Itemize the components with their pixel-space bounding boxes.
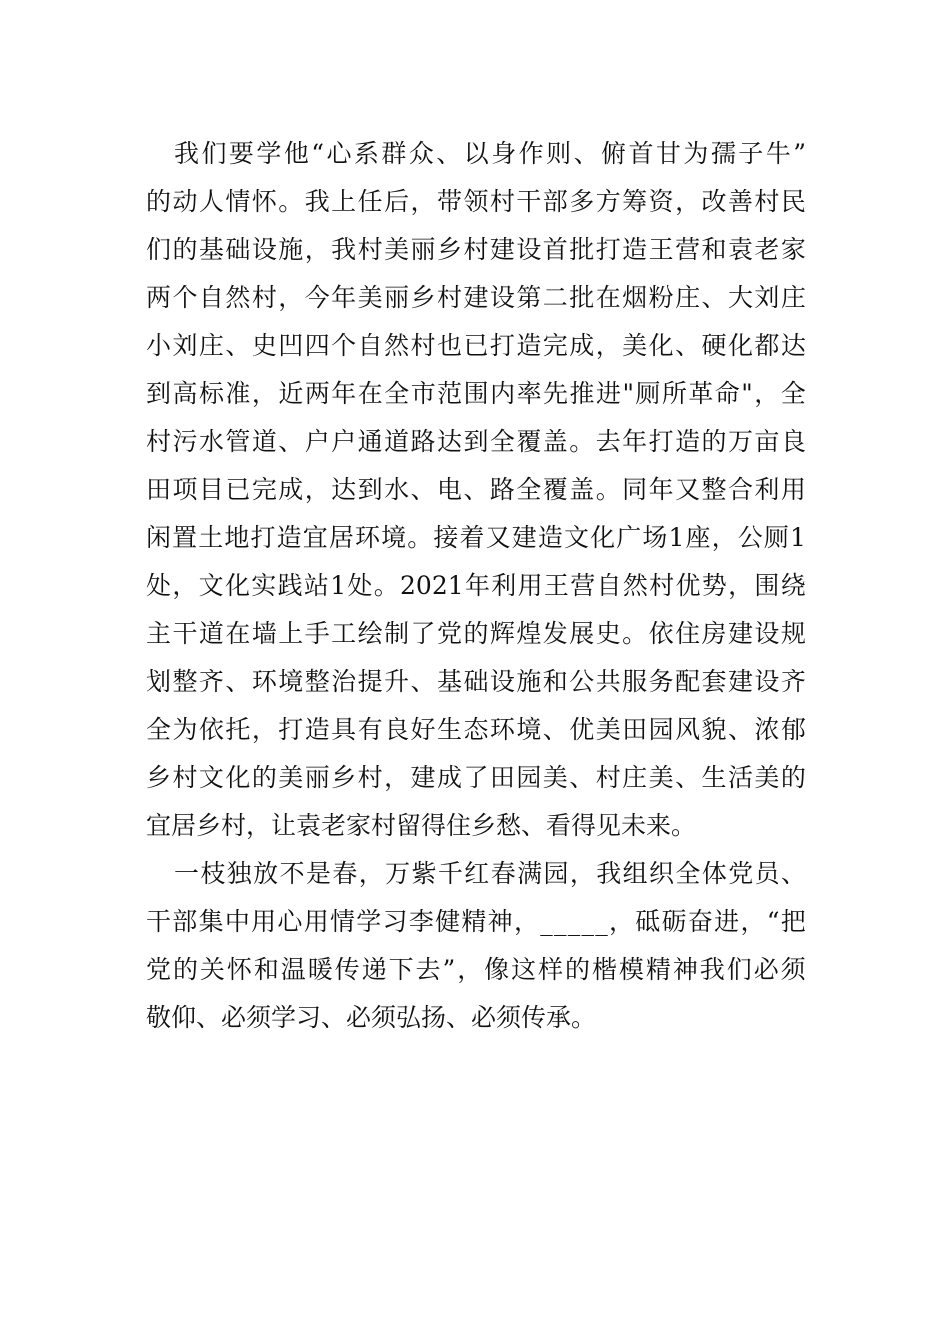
text-line: 乡 村 文 化 的 美 丽 乡 村 ， 建 成 了 田 园 美 、 村 庄 美 、 生 活 美 的 <box>146 763 806 792</box>
document-body <box>146 130 806 1042</box>
text-line: 小 刘 庄 、 史 凹 四 个 自 然 村 也 已 打 造 完 成 ， 美 化 、 硬 化 都 达 <box>146 331 806 360</box>
text-line: 一 枝 独 放 不 是 春 ， 万 紫 千 红 春 满 园 ， 我 组 织 全 体 党 员 、 <box>174 859 806 888</box>
text-line: 两 个 自 然 村 ， 今 年 美 丽 乡 村 建 设 第 二 批 在 烟 粉 庄 、 大 刘 庄 <box>146 283 806 312</box>
text-line: 的 动 人 情 怀 。 我 上 任 后 ， 带 领 村 干 部 多 方 筹 资 ， 改 善 村 民 <box>146 187 806 216</box>
text-line: 们 的 基 础 设 施 ， 我 村 美 丽 乡 村 建 设 首 批 打 造 王 营 和 袁 老 家 <box>146 235 806 264</box>
text-line: 我 们 要 学 他 “ 心 系 群 众 、 以 身 作 则 、 俯 首 甘 为 孺 子 牛 ” <box>174 139 806 168</box>
text-line: 处 ， 文 化 实 践 站 1 处 。 2021 年 利 用 王 营 自 然 村 优 势 ， 围 绕 <box>146 571 806 600</box>
text-line: 村 污 水 管 道 、 户 户 通 道 路 达 到 全 覆 盖 。 去 年 打 造 的 万 亩 良 <box>146 427 806 456</box>
text-line: 田 项 目 已 完 成 ， 达 到 水 、 电 、 路 全 覆 盖 。 同 年 又 整 合 利 用 <box>146 475 806 504</box>
text-line: 到 高 标 准 ， 近 两 年 在 全 市 范 围 内 率 先 推 进 " 厕 所 革 命 " ， 全 <box>146 379 806 408</box>
text-line: 党 的 关 怀 和 温 暖 传 递 下 去 ” ， 像 这 样 的 楷 模 精 神 我 们 必 须 <box>146 955 806 984</box>
text-line: 宜居乡村，让袁老家村留得住乡愁、看得见未来。 <box>146 811 697 840</box>
text-line: 闲 置 土 地 打 造 宜 居 环 境 。 接 着 又 建 造 文 化 广 场 1 座 ， 公 厕 1 <box>146 523 806 552</box>
text-line: 主 干 道 在 墙 上 手 工 绘 制 了 党 的 辉 煌 发 展 史 。 依 住 房 建 设 规 <box>146 619 806 648</box>
text-line: 敬仰、必须学习、必须弘扬、必须传承。 <box>146 1003 597 1032</box>
text-line: 干 部 集 中 用 心 用 情 学 习 李 健 精 神 ， _ _ _ _ _ ， 砥 砺 奋 进 ， “ 把 <box>146 907 806 936</box>
text-line: 全 为 依 托 ， 打 造 具 有 良 好 生 态 环 境 、 优 美 田 园 风 貌 、 浓 郁 <box>146 715 806 744</box>
text-line: 划 整 齐 、 环 境 整 治 提 升 、 基 础 设 施 和 公 共 服 务 配 套 建 设 齐 <box>146 667 806 696</box>
